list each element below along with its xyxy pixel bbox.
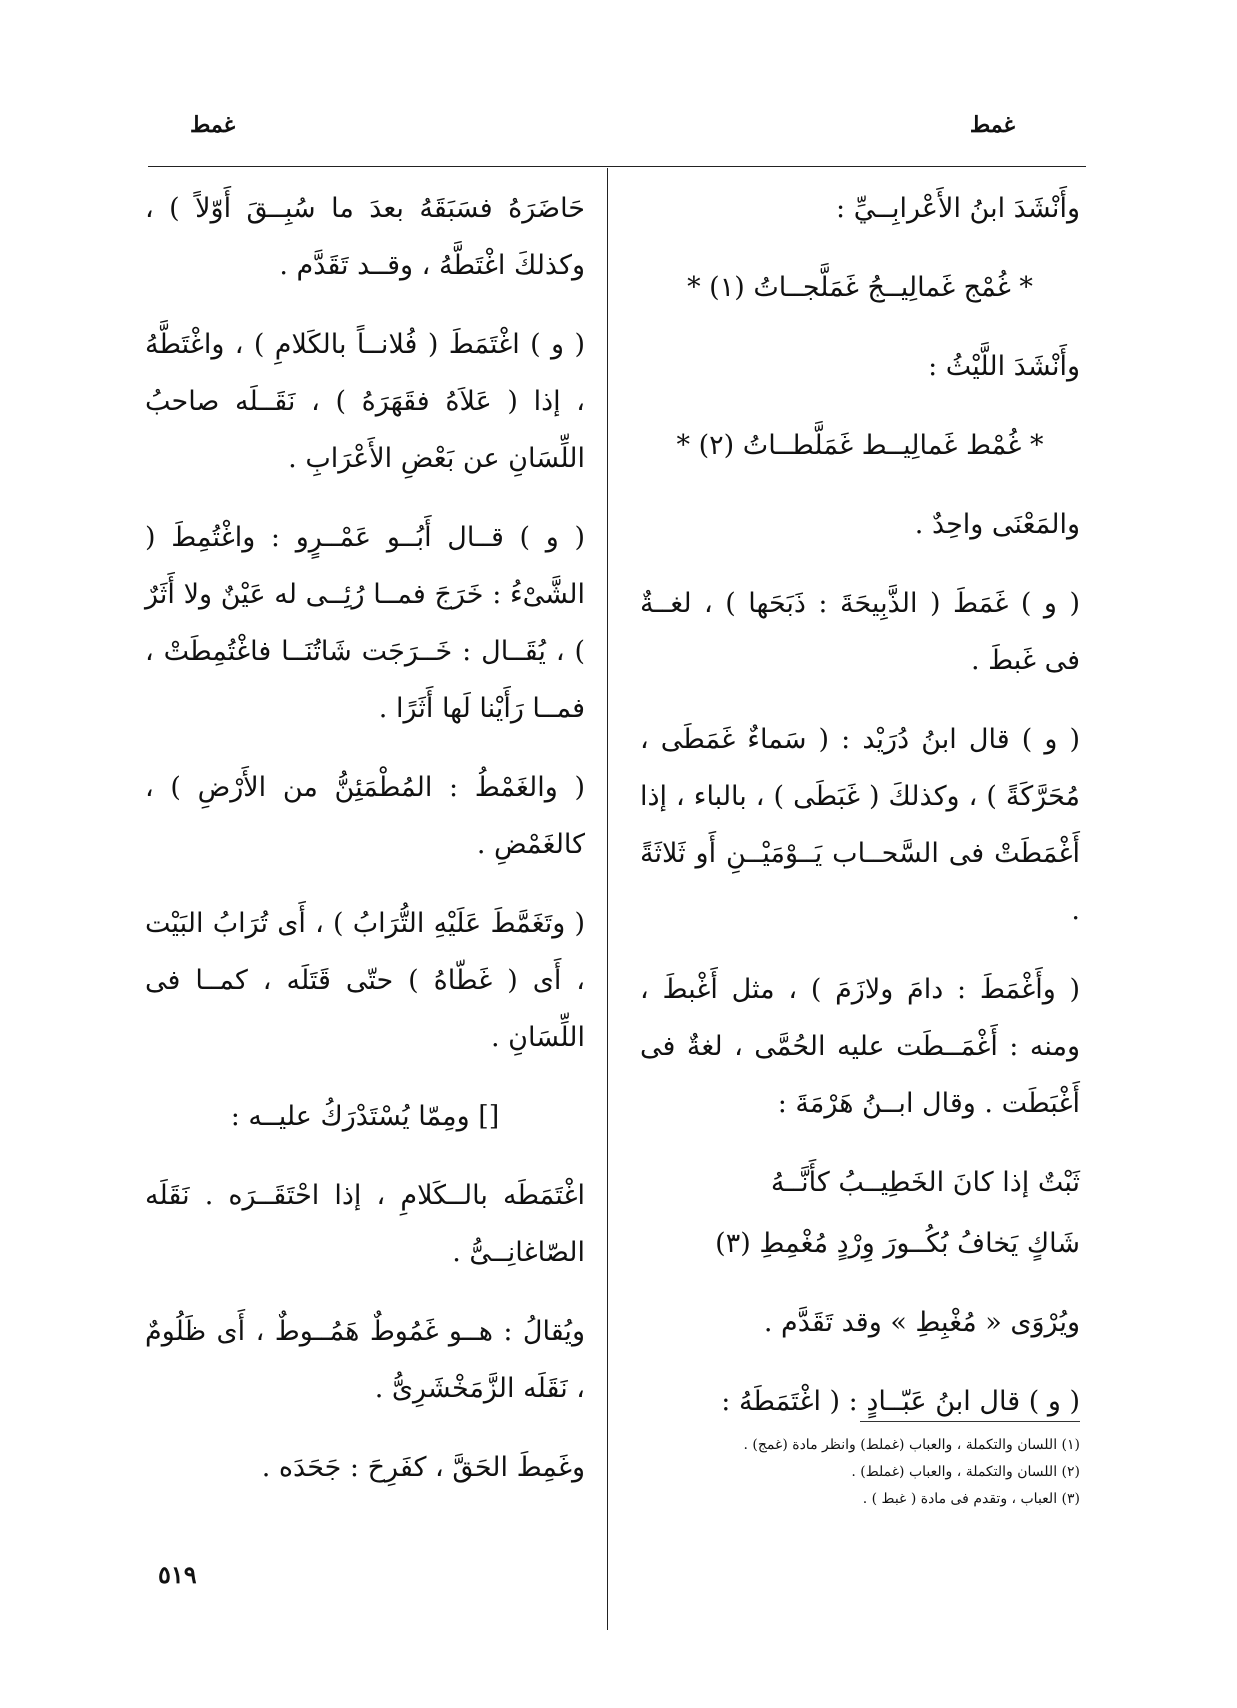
paragraph: وأَنْشَدَ ابنُ الأَعْرابِــيِّ :: [836, 193, 1080, 224]
paragraph: ( و ) غَمَطَ ( الذَّبِيحَةَ : ذَبَحَها ) ، لغــةٌ فى غَبطَ .: [640, 588, 1080, 676]
right-column: [640, 180, 1080, 1452]
footnote: (١) اللسان والتكملة ، والعباب (غملط) وانظر مادة (غمج) .: [743, 1437, 1080, 1453]
section-heading: [] ومِمّا يُسْتَدْرَكُ عليــه :: [230, 1101, 500, 1132]
paragraph: وغَمِطَ الحَقَّ ، كفَرِحَ : جَحَدَه .: [261, 1452, 585, 1483]
running-header-left: غمط: [190, 112, 236, 138]
paragraph: وأَنْشَدَ اللَّيْثُ :: [928, 351, 1080, 382]
footnote: (٢) اللسان والتكملة ، والعباب (غملط) .: [851, 1464, 1080, 1480]
paragraph: ( و ) قال ابنُ دُرَيْد : ( سَماءٌ غَمَطَى ، مُحَرَّكَةً ) ، وكذلكَ ( غَبَطَى ) ، بالباء ، إذا أَغْمَطَتْ فى السَّحــاب يَــوْمَيْــنِ أَو ثَلاثَةً .: [640, 724, 1080, 926]
verse-line: * غُمْط غَمالِيــط غَمَلَّطــاتُ (٢) *: [676, 430, 1044, 461]
paragraph: ( وتَغَمَّطَ عَلَيْهِ التُّرَابُ ) ، أَى تُرَابُ البَيْت ، أَى ( غَطّاهُ ) حتّى قَتَلَه ، كمــا فى اللِّسَانِ .: [145, 908, 585, 1053]
column-divider: [607, 168, 608, 1630]
paragraph: والمَعْنَى واحِدٌ .: [914, 509, 1080, 540]
left-column: [145, 180, 585, 1518]
paragraph: ( والغَمْطُ : المُطْمَئِنُّ من الأَرْضِ ) ، كالغَمْضِ .: [145, 772, 585, 860]
paragraph: ( و ) اغْتَمَطَ ( فُلانــاً بالكَلامِ ) ، واغْتَطَّهُ ، إذا ( عَلاَهُ فقَهَرَهُ ) ، نَقَــلَه صاحبُ اللِّسَانِ عن بَعْضِ الأَعْرَابِ .: [145, 329, 585, 474]
footnote: (٣) العباب ، وتقدم فى مادة ( غبط ) .: [862, 1491, 1080, 1507]
verse-line: * غُمْج غَمالِيــجُ غَمَلَّجــاتُ (١) *: [687, 272, 1033, 303]
page-number: ٥١٩: [158, 1560, 197, 1589]
running-header-right: غمط: [969, 112, 1015, 138]
paragraph: اغْتَمَطَه بالــكَلامِ ، إذا احْتَقَــرَه . نَقَلَه الصّاغانِــىُّ .: [145, 1180, 585, 1268]
paragraph: ويُرْوَى « مُغْبِطِ » وقد تَقَدَّم .: [763, 1307, 1080, 1338]
verse-line: ثَبْتٌ إذا كانَ الخَطِيــبُ كأَنَّــهُ: [770, 1167, 1080, 1198]
paragraph: ( و ) قال ابنُ عَبّــادٍ : ( اغْتَمَطَهُ :: [721, 1386, 1080, 1417]
paragraph: ويُقالُ : هــو غَمُوطٌ هَمُــوطٌ ، أَى ظَلُومٌ ، نَقَلَه الزَّمَخْشَرِىُّ .: [145, 1316, 585, 1404]
verse-line: شَاكٍ يَخافُ بُكُــورَ وِرْدٍ مُغْمِطِ (٣): [715, 1228, 1080, 1259]
paragraph: حَاضَرَهُ فسَبَقَهُ بعدَ ما سُبِــقَ أَوّلاً ) ، وكذلكَ اغْتَطَّهُ ، وقــد تَقَدَّم .: [145, 193, 585, 281]
footnote-rule: [860, 1421, 1080, 1422]
footnotes: [640, 1432, 1080, 1513]
paragraph: ( وأَغْمَطَ : دامَ ولازَمَ ) ، مثل أَغْبطَ ، ومنه : أَغْمَــطَت عليه الحُمَّى ، لغةٌ فى أَغْبَطَت . وقال ابــنُ هَرْمَةَ :: [640, 974, 1080, 1119]
paragraph: ( و ) قــال أَبُــو عَمْــرٍو : واغْتُمِطَ ( الشَّىْءُ : خَرَجَ فمــا رُئِــى له عَيْنٌ ولا أَثَرٌ ) ، يُقَــال : خَــرَجَت شَاتُنَــا فاغْتُمِطَتْ ، فمــا رَأَيْنا لَها أَثَرًا .: [145, 522, 585, 724]
header-rule: [148, 166, 1086, 167]
